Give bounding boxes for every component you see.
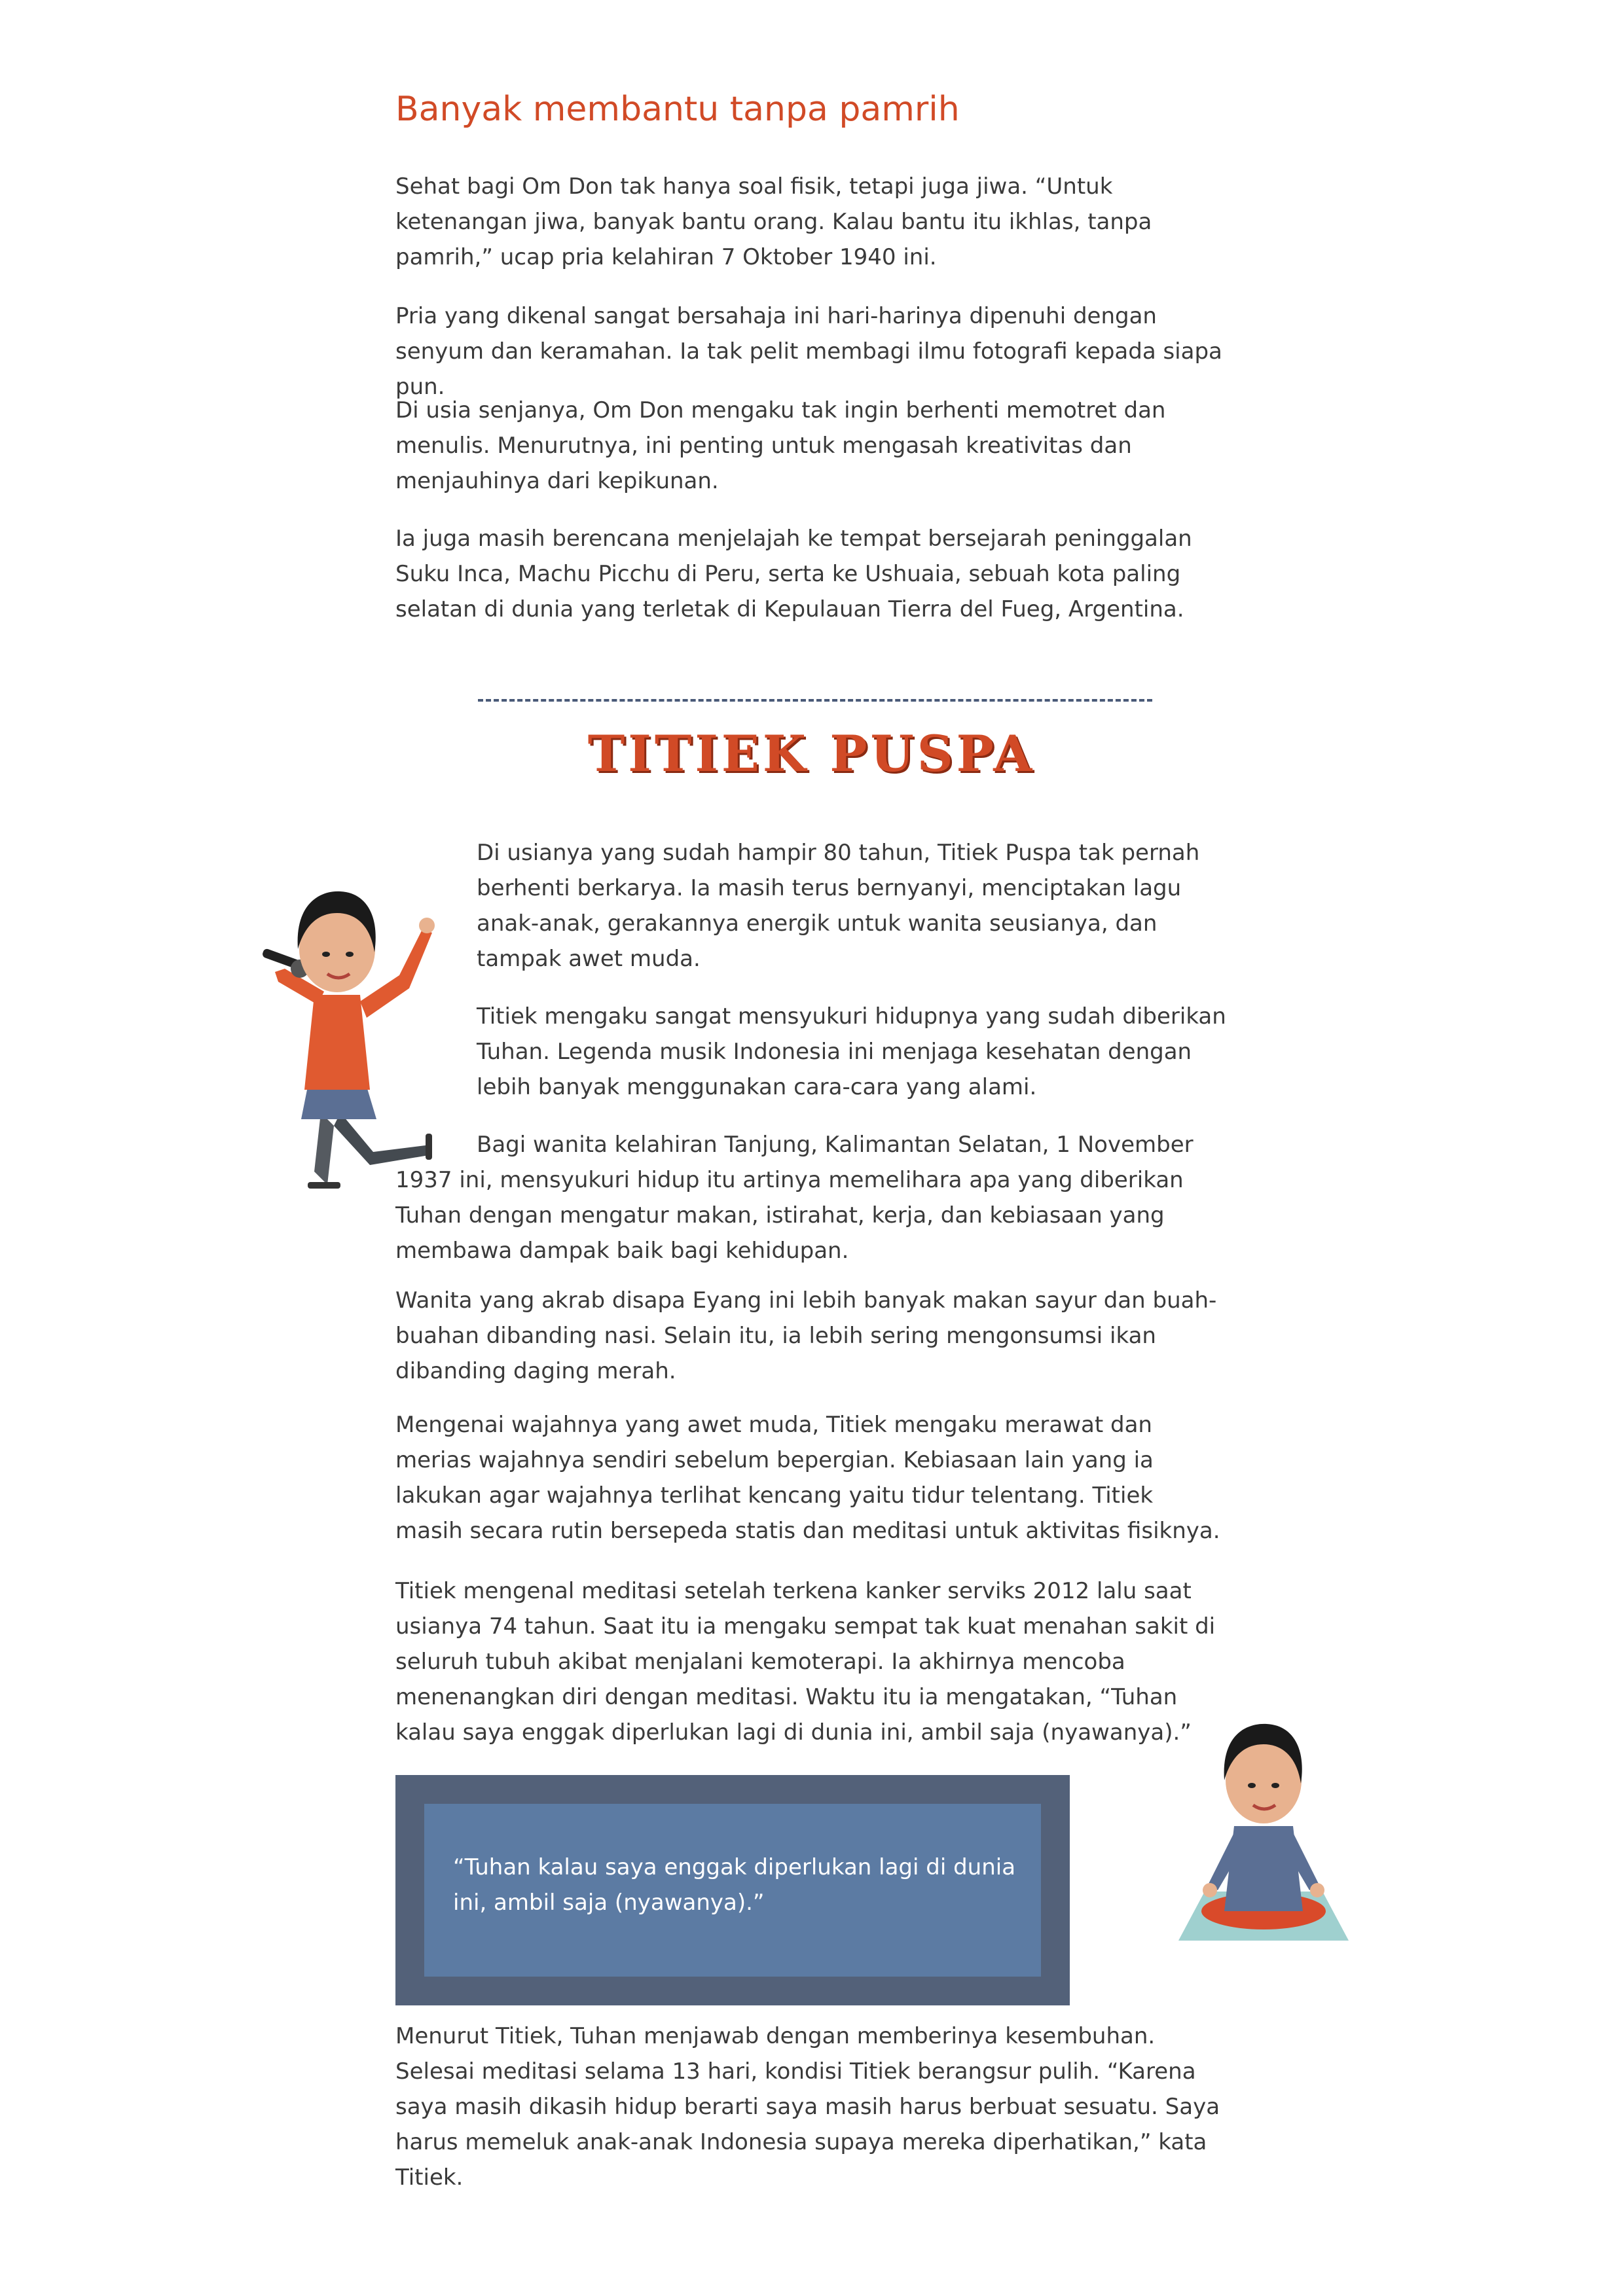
titiek-paragraph-5: Mengenai wajahnya yang awet muda, Titiek mengaku merawat dan merias wajahnya sendiri sebelum bepergian. Kebiasaan lain yang ia lakukan agar wajahnya terlihat kencang yaitu tidur telentang. Titiek masih secara rutin bersepeda statis dan meditasi untuk aktivitas fisiknya. (395, 1412, 1220, 1544)
meditating-woman-illustration (1172, 1721, 1355, 1950)
titiek-paragraph-2: Titiek mengaku sangat mensyukuri hidupnya yang sudah diberikan Tuhan. Legenda musik Indonesia ini menjaga kesehatan dengan lebih banyak menggunakan cara-cara yang alami. (477, 1003, 1226, 1100)
pull-quote-text: “Tuhan kalau saya enggak diperlukan lagi di dunia ini, ambil saja (nyawanya).” (453, 1854, 1016, 1916)
titiek-paragraph-1: Di usianya yang sudah hampir 80 tahun, Titiek Puspa tak pernah berhenti berkarya. Ia masih terus bernyanyi, menciptakan lagu anak-anak, gerakannya energik untuk wanita seusianya, dan tampak awet muda. (477, 840, 1200, 972)
om-don-paragraph-2: Pria yang dikenal sangat bersahaja ini hari-harinya dipenuhi dengan senyum dan keramahan. Ia tak pelit membagi ilmu fotografi kepada siapa pun. (395, 303, 1222, 400)
titiek-paragraph-4: Wanita yang akrab disapa Eyang ini lebih banyak makan sayur dan buah-buahan dibanding nasi. Selain itu, ia lebih sering mengonsumsi ikan dibanding daging merah. (395, 1287, 1217, 1384)
profile-title: TITIEK PUSPA (587, 725, 1036, 783)
om-don-paragraph-3: Di usia senjanya, Om Don mengaku tak ingin berhenti memotret dan menulis. Menurutnya, ini penting untuk mengasah kreativitas dan menjauhinya dari kepikunan. (395, 397, 1166, 494)
section-heading: Banyak membantu tanpa pamrih (395, 90, 960, 129)
titiek-paragraph-6: Titiek mengenal meditasi setelah terkena kanker serviks 2012 lalu saat usianya 74 tahun. Saat itu ia mengaku sempat tak kuat menahan sakit di seluruh tubuh akibat menjalani kemoterapi. Ia akhirnya mencoba menenangkan diri dengan meditasi. Waktu itu ia mengatakan, “Tuhan kalau saya enggak diperlukan lagi di dunia ini, ambil saja (nyawanya).” (395, 1578, 1216, 1746)
closing-paragraph: Menurut Titiek, Tuhan menjawab dengan memberinya kesembuhan. Selesai meditasi selama 13 hari, kondisi Titiek berangsur pulih. “Karena saya masih dikasih hidup berarti saya masih harus berbuat sesuatu. Saya harus memeluk anak-anak Indonesia supaya mereka diperhatikan,” kata Titiek. (395, 2023, 1220, 2191)
om-don-paragraph-4: Ia juga masih berencana menjelajah ke tempat bersejarah peninggalan Suku Inca, Machu Picchu di Peru, serta ke Ushuaia, sebuah kota paling selatan di dunia yang terletak di Kepulauan Tierra del Fueg, Argentina. (395, 526, 1192, 622)
om-don-paragraph-1: Sehat bagi Om Don tak hanya soal fisik, tetapi juga jiwa. “Untuk ketenangan jiwa, banyak bantu orang. Kalau bantu itu ikhlas, tanpa pamrih,” ucap pria kelahiran 7 Oktober 1940 ini. (395, 173, 1152, 270)
titiek-paragraph-3: Bagi wanita kelahiran Tanjung, Kalimantan Selatan, 1 November 1937 ini, mensyukuri hidup itu artinya memelihara apa yang diberikan Tuhan dengan mengatur makan, istirahat, kerja, dan kebiasaan yang membawa dampak baik bagi kehidupan. (395, 1132, 1194, 1264)
section-divider (478, 699, 1152, 702)
